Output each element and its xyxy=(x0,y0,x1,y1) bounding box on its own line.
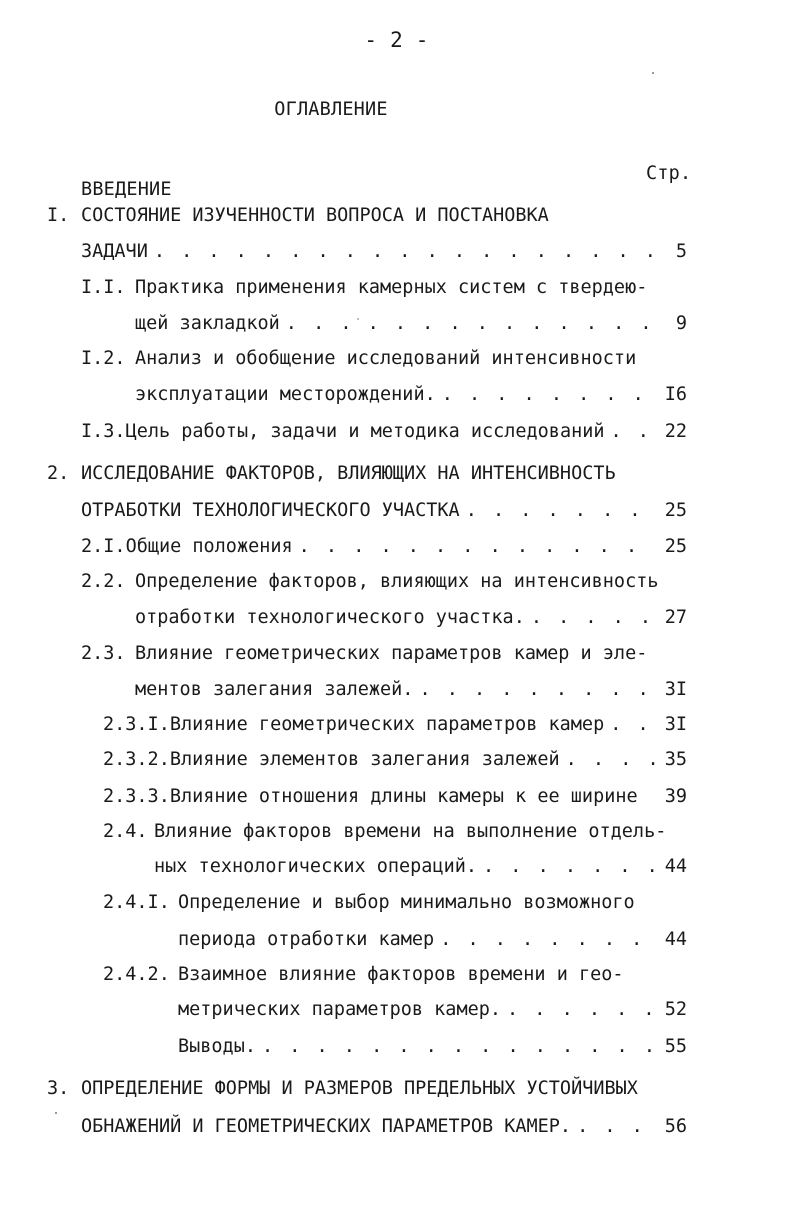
toc-entry-section-2-3-cont[interactable] xyxy=(135,679,687,701)
entry-title-line: ОПРЕДЕЛЕНИЕ ФОРМЫ И РАЗМЕРОВ ПРЕДЕЛЬНЫХ УСТОЙЧИВЫХ xyxy=(81,1078,638,1099)
entry-page-number: 56 xyxy=(664,1116,687,1137)
entry-page-number: 55 xyxy=(664,1036,687,1057)
entry-title-line: ЗАДАЧИ xyxy=(81,241,148,262)
toc-entry-conclusions[interactable] xyxy=(178,1036,687,1058)
entry-title-line: ИССЛЕДОВАНИЕ ФАКТОРОВ, ВЛИЯЮЩИХ НА ИНТЕНСИВНОСТЬ xyxy=(81,463,616,484)
entry-title-line: эксплуатации месторождений. xyxy=(135,384,436,405)
dot-leader xyxy=(483,856,655,878)
toc-entry-section-2-3[interactable] xyxy=(81,643,687,665)
dot-leader xyxy=(611,421,656,443)
entry-page-number: 35 xyxy=(664,749,687,770)
toc-entry-chapter-3-cont[interactable] xyxy=(81,1116,687,1138)
entry-page-number: 52 xyxy=(664,999,687,1020)
toc-entry-section-2-4-2-cont[interactable] xyxy=(178,999,687,1021)
entry-title-line: Цель работы, задачи и методика исследований xyxy=(125,421,605,442)
dot-leader xyxy=(610,714,655,736)
toc-entry-section-2-2[interactable] xyxy=(81,571,687,593)
toc-title: ОГЛАВЛЕНИЕ xyxy=(274,99,388,120)
dot-leader xyxy=(419,679,655,701)
entry-page-number: 3I xyxy=(664,714,687,735)
entry-number: 2.2. xyxy=(81,571,126,592)
entry-page-number: 9 xyxy=(675,313,687,334)
dot-leader xyxy=(466,500,655,522)
toc-entry-chapter-1[interactable] xyxy=(47,205,687,227)
entry-number: I. xyxy=(47,205,70,226)
toc-entry-section-2-4-1[interactable] xyxy=(103,892,687,914)
dot-leader xyxy=(442,384,655,406)
entry-number: I.I. xyxy=(81,277,126,298)
toc-entry-chapter-2[interactable] xyxy=(47,463,687,485)
entry-title-line: Определение и выбор минимально возможного xyxy=(178,892,635,913)
toc-entry-section-2-3-1[interactable] xyxy=(103,714,687,736)
page-number: - 2 - xyxy=(364,28,429,52)
toc-entry-chapter-3[interactable] xyxy=(47,1078,687,1100)
entry-title-line: щей закладкой xyxy=(135,313,280,334)
entry-number: 2.3.3. xyxy=(103,786,170,807)
entry-page-number: 22 xyxy=(664,421,687,442)
toc-entry-chapter-2-cont[interactable] xyxy=(81,500,687,522)
entry-number: 2.4.2. xyxy=(103,964,170,985)
entry-number: 3. xyxy=(47,1078,70,1099)
entry-title-line: ОТРАБОТКИ ТЕХНОЛОГИЧЕСКОГО УЧАСТКА xyxy=(81,500,460,521)
toc-entry-section-2-4-cont[interactable] xyxy=(154,856,687,878)
entry-page-number: 25 xyxy=(664,500,687,521)
entry-title-line: Анализ и обобщение исследований интенсивности xyxy=(135,348,637,369)
entry-title-line: Влияние элементов залегания залежей xyxy=(169,749,560,770)
entry-page-number: 5 xyxy=(675,241,687,262)
entry-page-number: 25 xyxy=(664,536,687,557)
dot-leader xyxy=(299,536,655,558)
entry-page-number: 39 xyxy=(664,786,687,807)
entry-title-line: Общие положения xyxy=(125,536,293,557)
entry-title-line: СОСТОЯНИЕ ИЗУЧЕННОСТИ ВОПРОСА И ПОСТАНОВКА xyxy=(81,205,549,226)
scan-speck xyxy=(55,1112,57,1114)
entry-number: 2.4.I. xyxy=(103,892,170,913)
entry-number: 2.I. xyxy=(81,536,126,557)
dot-leader xyxy=(566,749,655,771)
entry-title-line: метрических параметров камер. xyxy=(178,999,502,1020)
dot-leader xyxy=(262,1036,655,1058)
entry-title-line: ОБНАЖЕНИЙ И ГЕОМЕТРИЧЕСКИХ ПАРАМЕТРОВ КАМЕР. xyxy=(81,1116,572,1137)
dot-leader xyxy=(507,999,655,1021)
entry-title-line: Взаимное влияние факторов времени и гео- xyxy=(178,964,624,985)
entry-title-line: Влияние отношения длины камеры к ее ширине xyxy=(169,786,638,807)
entry-number: 2.4. xyxy=(103,821,148,842)
entry-title-line: Влияние геометрических параметров камер xyxy=(169,714,605,735)
entry-number: 2.3. xyxy=(81,643,126,664)
entry-number: I.2. xyxy=(81,348,126,369)
toc-entry-section-2-4-2[interactable] xyxy=(103,964,687,986)
entry-title-line: Выводы. xyxy=(178,1036,256,1057)
entry-title-line: Влияние геометрических параметров камер и эле- xyxy=(135,643,648,664)
entry-title-line: Определение факторов, влияющих на интенсивность xyxy=(135,571,659,592)
scan-speck xyxy=(357,318,359,320)
entry-page-number: 3I xyxy=(664,679,687,700)
dot-leader xyxy=(154,241,655,263)
toc-entry-section-2-3-2[interactable] xyxy=(103,749,687,771)
dot-leader xyxy=(531,607,655,629)
entry-number: 2. xyxy=(47,463,70,484)
entry-number: 2.3.I. xyxy=(103,714,170,735)
toc-entry-section-2-3-3[interactable] xyxy=(103,786,687,808)
toc-entry-section-1-1-cont[interactable] xyxy=(135,313,687,335)
dot-leader xyxy=(286,313,655,335)
toc-entry-section-2-1[interactable] xyxy=(81,536,687,558)
toc-entry-chapter-1-cont[interactable] xyxy=(81,241,687,263)
entry-title-line: Влияние факторов времени на выполнение отдель- xyxy=(154,821,667,842)
introduction-entry: ВВЕДЕНИЕ xyxy=(81,179,172,200)
toc-entry-section-2-4[interactable] xyxy=(103,821,687,843)
entry-page-number: 44 xyxy=(664,929,687,950)
toc-entry-section-1-1[interactable] xyxy=(81,277,687,299)
entry-page-number: 44 xyxy=(664,856,687,877)
dot-leader xyxy=(577,1116,655,1138)
entry-page-number: I6 xyxy=(664,384,687,405)
dot-leader xyxy=(440,929,655,951)
toc-entry-section-2-4-1-cont[interactable] xyxy=(178,929,687,951)
page-column-label: Стр. xyxy=(646,163,692,184)
toc-entry-section-2-2-cont[interactable] xyxy=(135,607,687,629)
entry-title-line: Практика применения камерных систем с твердею- xyxy=(135,277,648,298)
toc-entry-section-1-2[interactable] xyxy=(81,348,687,370)
entry-number: 2.3.2. xyxy=(103,749,170,770)
toc-entry-section-1-3[interactable] xyxy=(81,421,687,443)
entry-title-line: ментов залегания залежей. xyxy=(135,679,414,700)
entry-number: I.3. xyxy=(81,421,126,442)
scan-speck xyxy=(652,72,654,74)
toc-entry-section-1-2-cont[interactable] xyxy=(135,384,687,406)
entry-page-number: 27 xyxy=(664,607,687,628)
entry-title-line: отработки технологического участка. xyxy=(135,607,525,628)
entry-title-line: периода отработки камер xyxy=(178,929,435,950)
entry-title-line: ных технологических операций. xyxy=(154,856,478,877)
